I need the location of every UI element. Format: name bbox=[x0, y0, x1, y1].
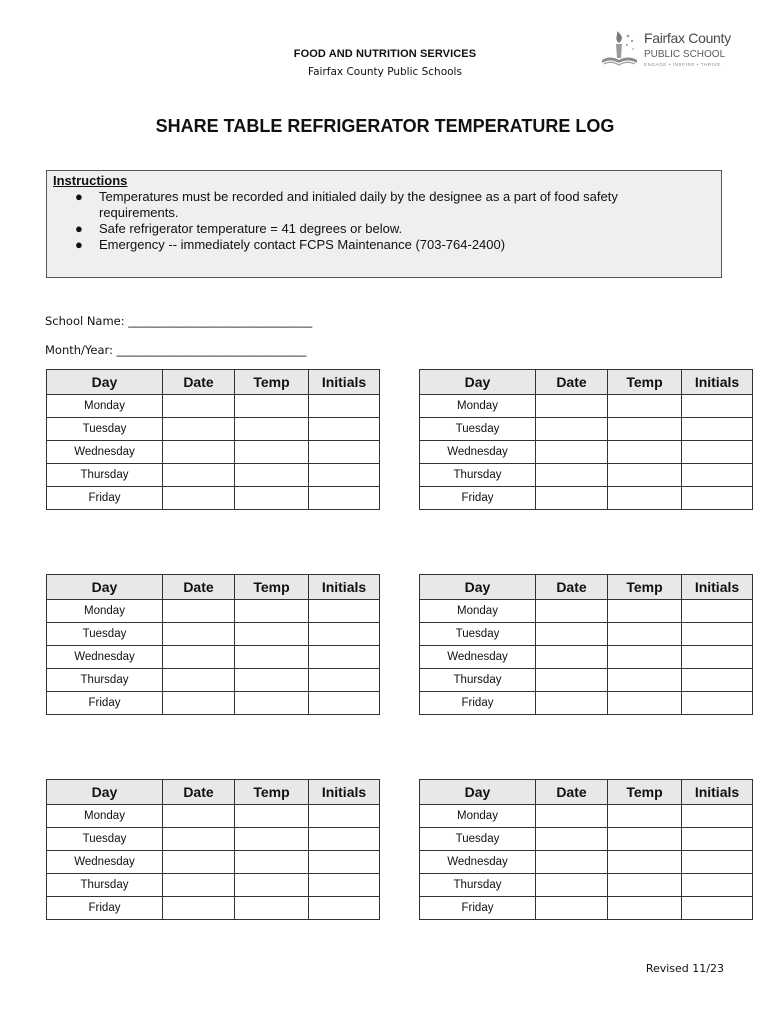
column-header: Temp bbox=[608, 370, 682, 395]
date-cell[interactable] bbox=[536, 418, 608, 441]
temperature-log-table bbox=[46, 369, 380, 510]
day-cell: Monday bbox=[420, 805, 536, 828]
day-cell: Wednesday bbox=[420, 851, 536, 874]
date-cell[interactable] bbox=[163, 897, 235, 920]
table-row bbox=[420, 828, 753, 851]
temp-cell[interactable] bbox=[235, 395, 309, 418]
day-cell: Monday bbox=[420, 600, 536, 623]
day-cell: Friday bbox=[47, 897, 163, 920]
table-row bbox=[47, 897, 380, 920]
date-cell[interactable] bbox=[536, 828, 608, 851]
table-row bbox=[47, 874, 380, 897]
table-row bbox=[420, 623, 753, 646]
logo-text-secondary: PUBLIC SCHOOL bbox=[644, 49, 726, 60]
initials-cell[interactable] bbox=[309, 692, 380, 715]
torch-and-book-icon bbox=[600, 30, 640, 70]
day-cell: Friday bbox=[47, 487, 163, 510]
temperature-log-table bbox=[46, 779, 380, 920]
date-cell[interactable] bbox=[163, 464, 235, 487]
day-cell: Thursday bbox=[420, 669, 536, 692]
date-cell[interactable] bbox=[536, 874, 608, 897]
date-cell[interactable] bbox=[163, 623, 235, 646]
day-cell: Tuesday bbox=[420, 828, 536, 851]
column-header: Initials bbox=[309, 370, 380, 395]
day-cell: Thursday bbox=[47, 669, 163, 692]
temp-cell[interactable] bbox=[235, 441, 309, 464]
initials-cell[interactable] bbox=[682, 623, 753, 646]
instructions-heading: Instructions bbox=[53, 173, 128, 188]
initials-cell[interactable] bbox=[309, 487, 380, 510]
initials-cell[interactable] bbox=[309, 441, 380, 464]
temp-cell[interactable] bbox=[235, 805, 309, 828]
table-row bbox=[47, 623, 380, 646]
temp-cell[interactable] bbox=[235, 464, 309, 487]
table-row bbox=[47, 600, 380, 623]
column-header: Temp bbox=[235, 780, 309, 805]
date-cell[interactable] bbox=[163, 646, 235, 669]
day-cell: Thursday bbox=[47, 464, 163, 487]
date-cell[interactable] bbox=[536, 623, 608, 646]
date-cell[interactable] bbox=[163, 487, 235, 510]
table-row bbox=[420, 418, 753, 441]
initials-cell[interactable] bbox=[682, 487, 753, 510]
column-header: Date bbox=[163, 780, 235, 805]
day-cell: Wednesday bbox=[420, 646, 536, 669]
temp-cell[interactable] bbox=[608, 874, 682, 897]
instructions-box: Instructions ● Temperatures must be recorded and initialed daily by the designee as a part of food safety requirements. ● Safe refrigerator temperature = 41 degrees or below. ● Emergency -- immediately contact FCPS Maintenance (703-764-2400) bbox=[46, 170, 722, 278]
page-title: SHARE TABLE REFRIGERATOR TEMPERATURE LOG bbox=[155, 116, 615, 136]
table-row bbox=[420, 805, 753, 828]
date-cell[interactable] bbox=[536, 487, 608, 510]
column-header: Day bbox=[47, 575, 163, 600]
date-cell[interactable] bbox=[536, 441, 608, 464]
temp-cell[interactable] bbox=[608, 623, 682, 646]
temp-cell[interactable] bbox=[608, 395, 682, 418]
column-header: Initials bbox=[682, 780, 753, 805]
column-header: Day bbox=[420, 370, 536, 395]
date-cell[interactable] bbox=[536, 851, 608, 874]
temp-cell[interactable] bbox=[608, 600, 682, 623]
temp-cell[interactable] bbox=[235, 669, 309, 692]
day-cell: Friday bbox=[420, 897, 536, 920]
day-cell: Monday bbox=[47, 395, 163, 418]
initials-cell[interactable] bbox=[682, 669, 753, 692]
date-cell[interactable] bbox=[536, 600, 608, 623]
day-cell: Tuesday bbox=[420, 418, 536, 441]
date-cell[interactable] bbox=[163, 692, 235, 715]
temp-cell[interactable] bbox=[608, 897, 682, 920]
column-header: Date bbox=[536, 370, 608, 395]
column-header: Day bbox=[420, 780, 536, 805]
column-header: Day bbox=[47, 780, 163, 805]
temp-cell[interactable] bbox=[608, 669, 682, 692]
date-cell[interactable] bbox=[163, 600, 235, 623]
column-header: Temp bbox=[608, 780, 682, 805]
initials-cell[interactable] bbox=[309, 646, 380, 669]
day-cell: Tuesday bbox=[420, 623, 536, 646]
initials-cell[interactable] bbox=[309, 851, 380, 874]
table-row bbox=[420, 441, 753, 464]
date-cell[interactable] bbox=[163, 669, 235, 692]
table-row bbox=[47, 646, 380, 669]
temp-cell[interactable] bbox=[608, 828, 682, 851]
temp-cell[interactable] bbox=[235, 828, 309, 851]
table-row bbox=[420, 669, 753, 692]
table-row bbox=[47, 418, 380, 441]
temp-cell[interactable] bbox=[608, 851, 682, 874]
temp-cell[interactable] bbox=[235, 692, 309, 715]
temp-cell[interactable] bbox=[608, 441, 682, 464]
column-header: Initials bbox=[682, 370, 753, 395]
table-row bbox=[47, 395, 380, 418]
column-header: Initials bbox=[309, 780, 380, 805]
temp-cell[interactable] bbox=[235, 851, 309, 874]
temp-cell[interactable] bbox=[235, 646, 309, 669]
temp-cell[interactable] bbox=[235, 623, 309, 646]
initials-cell[interactable] bbox=[682, 464, 753, 487]
initials-cell[interactable] bbox=[309, 669, 380, 692]
initials-cell[interactable] bbox=[309, 464, 380, 487]
initials-cell[interactable] bbox=[682, 418, 753, 441]
date-cell[interactable] bbox=[163, 805, 235, 828]
initials-cell[interactable] bbox=[309, 600, 380, 623]
initials-cell[interactable] bbox=[682, 646, 753, 669]
temp-cell[interactable] bbox=[235, 897, 309, 920]
table-row bbox=[420, 692, 753, 715]
initials-cell[interactable] bbox=[682, 600, 753, 623]
date-cell[interactable] bbox=[536, 805, 608, 828]
temp-cell[interactable] bbox=[608, 646, 682, 669]
table-row bbox=[420, 600, 753, 623]
table-row bbox=[47, 805, 380, 828]
day-cell: Monday bbox=[47, 805, 163, 828]
temperature-log-table bbox=[419, 574, 753, 715]
month-year-field[interactable]: Month/Year: _________________________________ bbox=[45, 343, 307, 357]
day-cell: Tuesday bbox=[47, 418, 163, 441]
temp-cell[interactable] bbox=[235, 487, 309, 510]
date-cell[interactable] bbox=[163, 874, 235, 897]
initials-cell[interactable] bbox=[309, 897, 380, 920]
day-cell: Thursday bbox=[420, 874, 536, 897]
revision-note: Revised 11/23 bbox=[645, 962, 724, 975]
column-header: Day bbox=[47, 370, 163, 395]
date-cell[interactable] bbox=[536, 646, 608, 669]
initials-cell[interactable] bbox=[682, 692, 753, 715]
temp-cell[interactable] bbox=[235, 874, 309, 897]
initials-cell[interactable] bbox=[309, 418, 380, 441]
column-header: Date bbox=[536, 780, 608, 805]
bullet-icon: ● bbox=[75, 221, 83, 236]
date-cell[interactable] bbox=[536, 692, 608, 715]
school-name-field[interactable]: School Name: ________________________________ bbox=[45, 314, 313, 328]
initials-cell[interactable] bbox=[682, 851, 753, 874]
initials-cell[interactable] bbox=[309, 623, 380, 646]
day-cell: Wednesday bbox=[47, 851, 163, 874]
initials-cell[interactable] bbox=[309, 805, 380, 828]
department-heading: FOOD AND NUTRITION SERVICES bbox=[293, 48, 477, 60]
table-header-row bbox=[420, 370, 753, 395]
column-header: Initials bbox=[682, 575, 753, 600]
date-cell[interactable] bbox=[163, 851, 235, 874]
table-row bbox=[47, 487, 380, 510]
temp-cell[interactable] bbox=[608, 487, 682, 510]
day-cell: Wednesday bbox=[47, 646, 163, 669]
initials-cell[interactable] bbox=[682, 874, 753, 897]
day-cell: Thursday bbox=[47, 874, 163, 897]
initials-cell[interactable] bbox=[682, 805, 753, 828]
table-header-row bbox=[47, 370, 380, 395]
temp-cell[interactable] bbox=[235, 418, 309, 441]
table-row bbox=[47, 851, 380, 874]
day-cell: Monday bbox=[420, 395, 536, 418]
initials-cell[interactable] bbox=[309, 395, 380, 418]
table-row bbox=[420, 487, 753, 510]
table-header-row bbox=[420, 575, 753, 600]
date-cell[interactable] bbox=[536, 395, 608, 418]
day-cell: Tuesday bbox=[47, 623, 163, 646]
table-row bbox=[420, 851, 753, 874]
logo-text-primary: Fairfax County bbox=[644, 30, 731, 46]
day-cell: Wednesday bbox=[47, 441, 163, 464]
column-header: Temp bbox=[235, 575, 309, 600]
column-header: Date bbox=[536, 575, 608, 600]
table-row bbox=[47, 464, 380, 487]
day-cell: Monday bbox=[47, 600, 163, 623]
table-row bbox=[420, 897, 753, 920]
column-header: Temp bbox=[235, 370, 309, 395]
initials-cell[interactable] bbox=[309, 828, 380, 851]
date-cell[interactable] bbox=[536, 897, 608, 920]
date-cell[interactable] bbox=[163, 828, 235, 851]
initials-cell[interactable] bbox=[682, 828, 753, 851]
date-cell[interactable] bbox=[163, 441, 235, 464]
column-header: Date bbox=[163, 575, 235, 600]
day-cell: Friday bbox=[420, 692, 536, 715]
bullet-icon: ● bbox=[75, 237, 83, 252]
temp-cell[interactable] bbox=[608, 692, 682, 715]
column-header: Temp bbox=[608, 575, 682, 600]
fcps-logo bbox=[600, 28, 740, 72]
temp-cell[interactable] bbox=[608, 418, 682, 441]
table-row bbox=[47, 669, 380, 692]
date-cell[interactable] bbox=[536, 464, 608, 487]
table-row bbox=[420, 646, 753, 669]
column-header: Date bbox=[163, 370, 235, 395]
table-header-row bbox=[47, 780, 380, 805]
temperature-log-table bbox=[419, 779, 753, 920]
organization-subheading: Fairfax County Public Schools bbox=[308, 66, 462, 78]
table-header-row bbox=[420, 780, 753, 805]
temp-cell[interactable] bbox=[608, 805, 682, 828]
table-row bbox=[47, 828, 380, 851]
table-row bbox=[420, 464, 753, 487]
day-cell: Tuesday bbox=[47, 828, 163, 851]
day-cell: Friday bbox=[420, 487, 536, 510]
initials-cell[interactable] bbox=[309, 874, 380, 897]
table-row bbox=[420, 395, 753, 418]
temperature-log-table bbox=[419, 369, 753, 510]
table-row bbox=[420, 874, 753, 897]
column-header: Initials bbox=[309, 575, 380, 600]
date-cell[interactable] bbox=[163, 395, 235, 418]
date-cell[interactable] bbox=[163, 418, 235, 441]
table-row bbox=[47, 441, 380, 464]
bullet-icon: ● bbox=[75, 189, 83, 204]
initials-cell[interactable] bbox=[682, 897, 753, 920]
temperature-log-table bbox=[46, 574, 380, 715]
temp-cell[interactable] bbox=[235, 600, 309, 623]
logo-tagline: ENGAGE • INSPIRE • THRIVE bbox=[644, 62, 721, 67]
temp-cell[interactable] bbox=[608, 464, 682, 487]
initials-cell[interactable] bbox=[682, 441, 753, 464]
table-row bbox=[47, 692, 380, 715]
initials-cell[interactable] bbox=[682, 395, 753, 418]
date-cell[interactable] bbox=[536, 669, 608, 692]
day-cell: Thursday bbox=[420, 464, 536, 487]
day-cell: Wednesday bbox=[420, 441, 536, 464]
table-header-row bbox=[47, 575, 380, 600]
column-header: Day bbox=[420, 575, 536, 600]
day-cell: Friday bbox=[47, 692, 163, 715]
